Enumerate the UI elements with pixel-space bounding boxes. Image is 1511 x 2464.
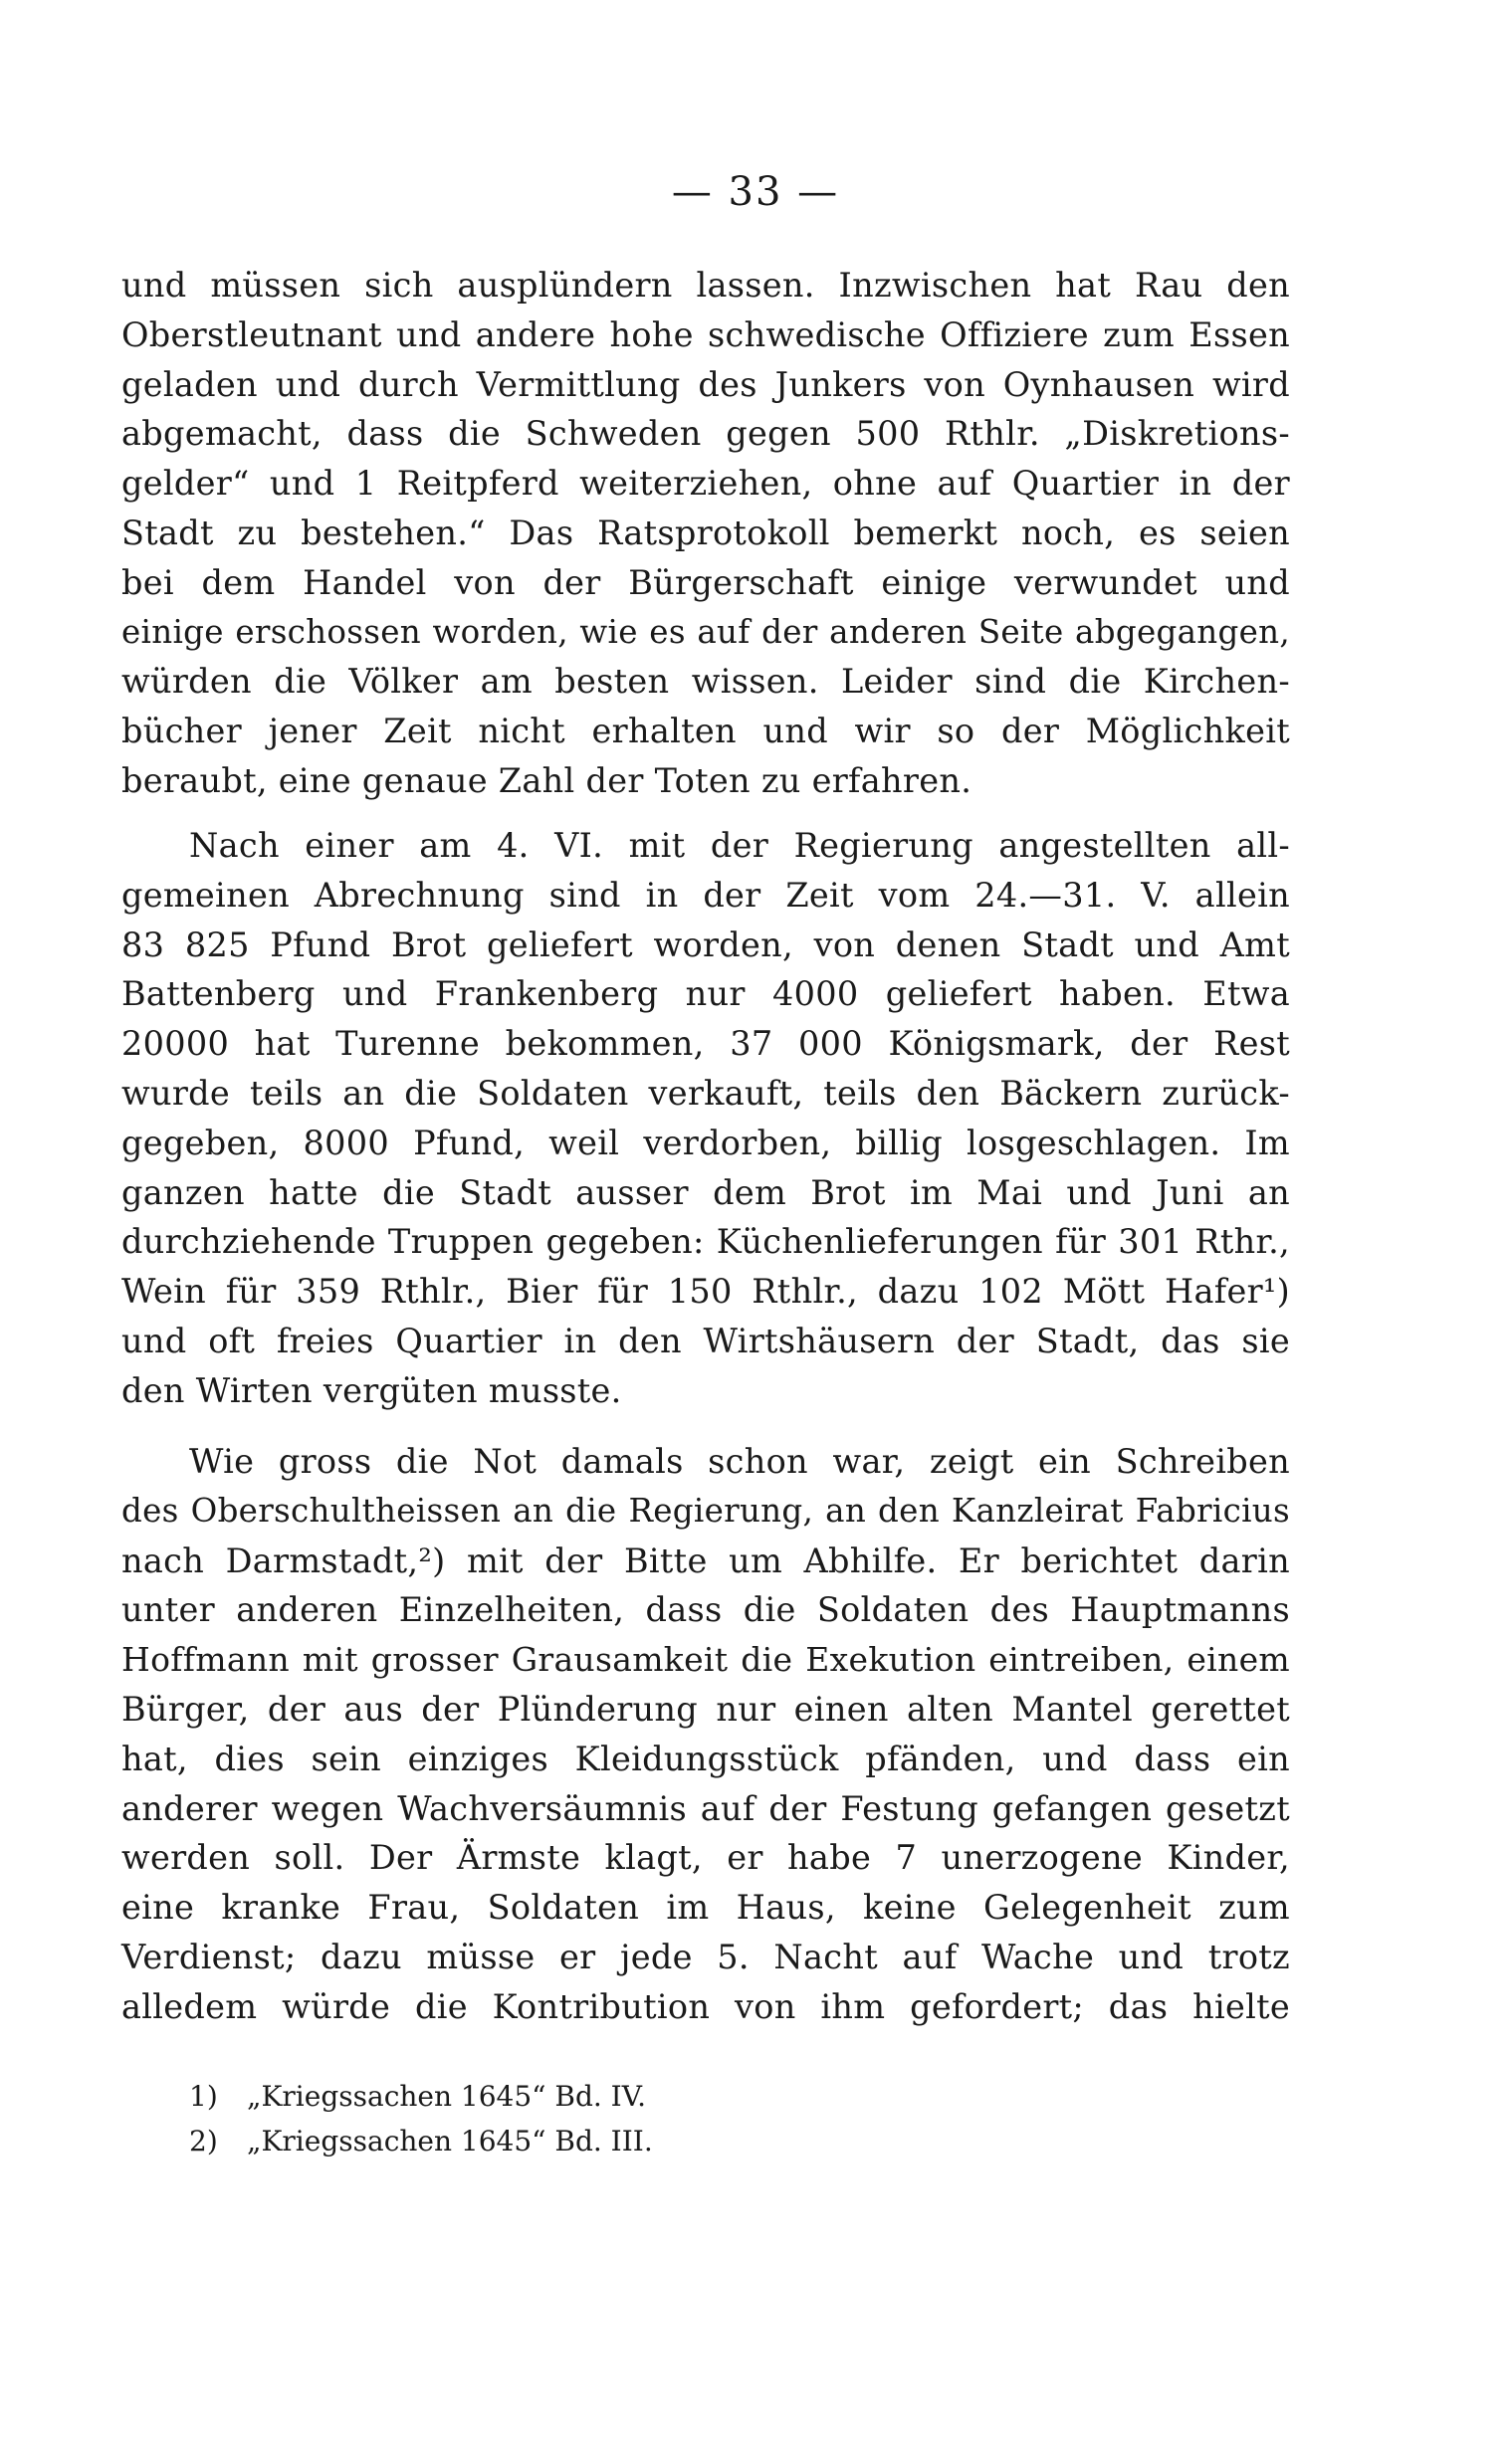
text-line: den Wirten vergüten musste.	[121, 1370, 622, 1410]
footnote-2	[189, 2119, 653, 2163]
text-line: 20000 hat Turenne bekommen, 37 000 Königsmark, der Rest	[121, 1024, 1290, 1064]
paragraph-2	[121, 821, 1290, 1416]
text-line: Hoffmann mit grosser Grausamkeit die Exekution eintreiben, einem	[121, 1640, 1290, 1680]
text-line: nach Darmstadt,²) mit der Bitte um Abhilfe. Er berichtet darin	[121, 1540, 1290, 1580]
text-line: hat, dies sein einziges Kleidungsstück pfänden, und dass ein	[121, 1739, 1290, 1778]
paragraph-3	[121, 1437, 1290, 2032]
text-line: Verdienst; dazu müsse er jede 5. Nacht auf Wache und trotz	[121, 1937, 1290, 1976]
text-line: beraubt, eine genaue Zahl der Toten zu erfahren.	[121, 760, 972, 800]
text-line: eine kranke Frau, Soldaten im Haus, keine Gelegenheit zum	[121, 1888, 1290, 1928]
page-number: — 33 —	[671, 169, 840, 215]
text-line: durchziehende Truppen gegeben: Küchenlieferungen für 301 Rthr.,	[121, 1222, 1290, 1262]
footnote-text: „Kriegssachen 1645“ Bd. IV.	[247, 2080, 646, 2113]
text-line: bücher jener Zeit nicht erhalten und wir so der Möglichkeit	[121, 712, 1290, 751]
text-line: Wein für 359 Rthlr., Bier für 150 Rthlr., dazu 102 Mött Hafer¹)	[121, 1272, 1290, 1312]
text-line: Stadt zu bestehen.“ Das Ratsprotokoll bemerkt noch, es seien	[121, 513, 1290, 552]
footnote-marker: 2)	[189, 2125, 218, 2157]
text-line: einige erschossen worden, wie es auf der anderen Seite abgegangen,	[121, 612, 1290, 651]
text-line: unter anderen Einzelheiten, dass die Soldaten des Hauptmanns	[121, 1590, 1290, 1630]
text-line: Wie gross die Not damals schon war, zeigt ein Schreiben	[189, 1442, 1290, 1481]
footnote-marker: 1)	[189, 2080, 218, 2113]
text-line: wurde teils an die Soldaten verkauft, teils den Bäckern zurück-	[121, 1073, 1290, 1113]
footnote-text: „Kriegssachen 1645“ Bd. III.	[247, 2125, 653, 2157]
text-line: alledem würde die Kontribution von ihm gefordert; das hielte	[121, 1986, 1290, 2026]
text-line: würden die Völker am besten wissen. Leider sind die Kirchen-	[121, 662, 1290, 702]
paragraph-1	[121, 261, 1290, 806]
text-line: und müssen sich ausplündern lassen. Inzwischen hat Rau den	[121, 266, 1290, 305]
text-line: 83 825 Pfund Brot geliefert worden, von denen Stadt und Amt	[121, 924, 1290, 964]
text-line: des Oberschultheissen an die Regierung, an den Kanzleirat Fabricius	[121, 1491, 1290, 1530]
text-line: und oft freies Quartier in den Wirtshäusern der Stadt, das sie	[121, 1321, 1290, 1360]
text-line: gelder“ und 1 Reitpferd weiterziehen, ohne auf Quartier in der	[121, 464, 1290, 504]
footnotes	[189, 2074, 653, 2163]
text-line: bei dem Handel von der Bürgerschaft einige verwundet und	[121, 562, 1290, 602]
footnote-1	[189, 2074, 653, 2119]
text-line: werden soll. Der Ärmste klagt, er habe 7 unerzogene Kinder,	[121, 1838, 1290, 1878]
text-line: anderer wegen Wachversäumnis auf der Festung gefangen gesetzt	[121, 1788, 1290, 1828]
text-line: abgemacht, dass die Schweden gegen 500 Rthlr. „Diskretions-	[121, 414, 1290, 454]
text-line: ganzen hatte die Stadt ausser dem Brot im Mai und Juni an	[121, 1172, 1290, 1212]
text-line: gemeinen Abrechnung sind in der Zeit vom 24.—31. V. allein	[121, 875, 1290, 915]
text-line: Bürger, der aus der Plünderung nur einen alten Mantel gerettet	[121, 1689, 1290, 1729]
text-line: geladen und durch Vermittlung des Junkers von Oynhausen wird	[121, 364, 1290, 404]
text-line: Battenberg und Frankenberg nur 4000 geliefert haben. Etwa	[121, 974, 1290, 1014]
text-line: Oberstleutnant und andere hohe schwedische Offiziere zum Essen	[121, 314, 1290, 354]
text-line: Nach einer am 4. VI. mit der Regierung angestellten all-	[189, 826, 1290, 865]
text-line: gegeben, 8000 Pfund, weil verdorben, billig losgeschlagen. Im	[121, 1123, 1290, 1162]
